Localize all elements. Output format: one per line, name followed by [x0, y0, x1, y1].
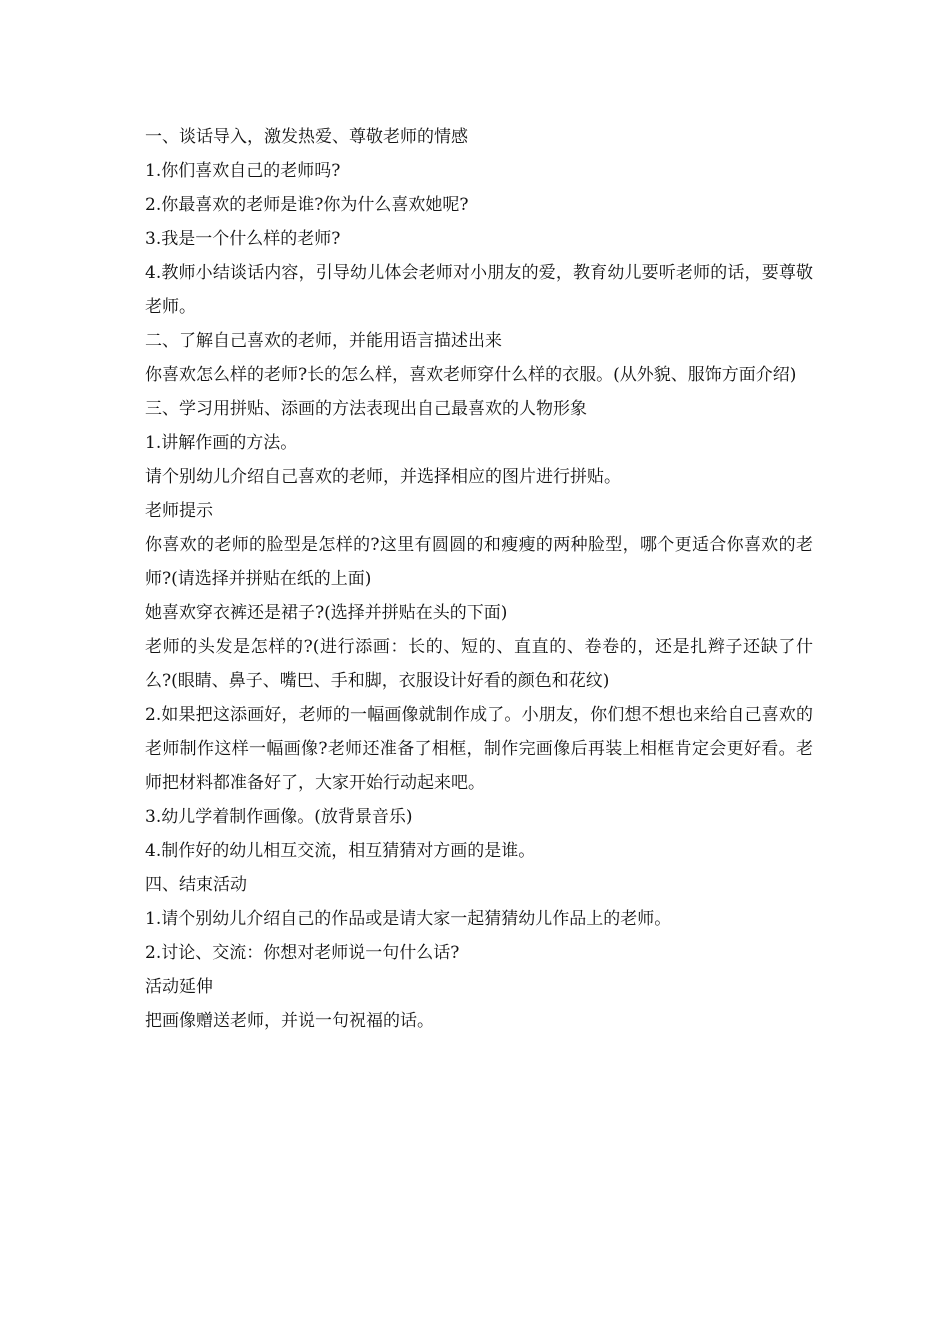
paragraph: 1.请个别幼儿介绍自己的作品或是请大家一起猜猜幼儿作品上的老师。	[145, 909, 672, 929]
paragraph: 4.教师小结谈话内容，引导幼儿体会老师对小朋友的爱，教育幼儿要听老师的话，要尊敬老师。	[145, 263, 813, 317]
section-heading-3: 三、学习用拼贴、添画的方法表现出自己最喜欢的人物形象	[145, 399, 587, 419]
paragraph: 2.你最喜欢的老师是谁?你为什么喜欢她呢?	[145, 195, 469, 215]
paragraph: 2.如果把这添画好，老师的一幅画像就制作成了。小朋友，你们想不想也来给自己喜欢的老师制作这样一幅画像?老师还准备了相框，制作完画像后再装上相框肯定会更好看。老师把材料都准备好了，大家开始行动起来吧。	[145, 705, 813, 793]
paragraph: 4.制作好的幼儿相互交流，相互猜猜对方画的是谁。	[145, 841, 536, 861]
paragraph: 她喜欢穿衣裤还是裙子?(选择并拼贴在头的下面)	[145, 603, 508, 623]
document-body	[145, 120, 813, 1038]
paragraph: 1.你们喜欢自己的老师吗?	[145, 161, 341, 181]
paragraph: 老师的头发是怎样的?(进行添画：长的、短的、直直的、卷卷的，还是扎辫子还缺了什么?(眼睛、鼻子、嘴巴、手和脚，衣服设计好看的颜色和花纹)	[145, 637, 813, 691]
paragraph: 2.讨论、交流：你想对老师说一句什么话?	[145, 943, 460, 963]
subheading-activity-extension: 活动延伸	[145, 977, 213, 997]
subheading-teacher-tips: 老师提示	[145, 501, 213, 521]
section-heading-4: 四、结束活动	[145, 875, 247, 895]
section-heading-2: 二、了解自己喜欢的老师，并能用语言描述出来	[145, 331, 502, 351]
paragraph: 你喜欢怎么样的老师?长的怎么样，喜欢老师穿什么样的衣服。(从外貌、服饰方面介绍)	[145, 365, 797, 385]
paragraph: 1.讲解作画的方法。	[145, 433, 298, 453]
paragraph: 3.幼儿学着制作画像。(放背景音乐)	[145, 807, 413, 827]
paragraph: 3.我是一个什么样的老师?	[145, 229, 341, 249]
paragraph: 请个别幼儿介绍自己喜欢的老师，并选择相应的图片进行拼贴。	[145, 467, 621, 487]
paragraph: 把画像赠送老师，并说一句祝福的话。	[145, 1011, 434, 1031]
section-heading-1: 一、谈话导入，激发热爱、尊敬老师的情感	[145, 127, 468, 147]
paragraph: 你喜欢的老师的脸型是怎样的?这里有圆圆的和瘦瘦的两种脸型，哪个更适合你喜欢的老师?(请选择并拼贴在纸的上面)	[145, 535, 813, 589]
